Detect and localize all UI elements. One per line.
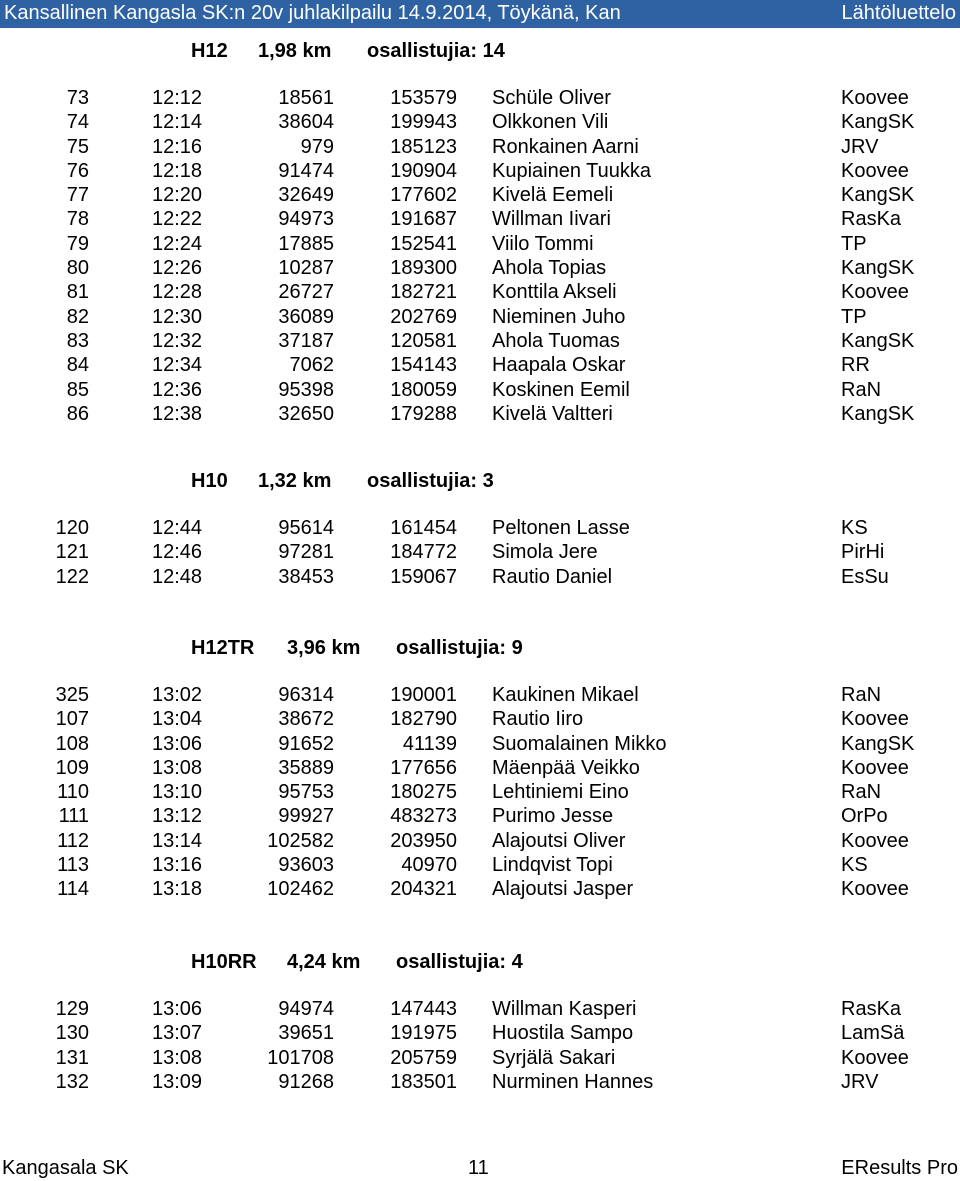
competitor-id: 205759 — [390, 1046, 457, 1069]
start-time: 12:38 — [152, 402, 203, 425]
start-time: 12:12 — [152, 87, 203, 109]
competitor-name: Ronkainen Aarni — [492, 135, 639, 158]
club-name: KangSK — [841, 402, 915, 425]
competitor-id: 177656 — [390, 756, 457, 779]
competitor-name: Ahola Topias — [492, 257, 607, 280]
bib-number: 79 — [66, 232, 89, 255]
competitor-id: 202769 — [390, 305, 457, 328]
competitor-id: 189300 — [390, 257, 457, 280]
table-row — [0, 403, 960, 427]
license-number: 36089 — [278, 305, 334, 328]
license-number: 26727 — [278, 281, 334, 304]
club-name: KS — [841, 854, 868, 877]
class-name: H10RR — [191, 951, 257, 973]
club-name: RR — [841, 354, 870, 377]
license-number: 10287 — [278, 257, 334, 280]
license-number: 32649 — [278, 184, 334, 207]
table-row — [0, 708, 960, 732]
table-row — [0, 208, 960, 232]
club-name: EsSu — [841, 565, 889, 588]
competitor-id: 177602 — [390, 184, 457, 207]
competitor-name: Purimo Jesse — [492, 805, 614, 828]
club-name: KangSK — [841, 111, 915, 134]
bib-number: 73 — [66, 87, 89, 109]
license-number: 38672 — [278, 708, 334, 731]
table-row — [0, 281, 960, 305]
bib-number: 112 — [57, 829, 89, 852]
competitor-id: 161454 — [390, 517, 457, 539]
license-number: 38604 — [278, 111, 334, 134]
bib-number: 325 — [55, 684, 89, 706]
license-number: 102462 — [267, 878, 334, 901]
table-row — [0, 1047, 960, 1071]
start-time: 13:16 — [152, 854, 203, 877]
table-row — [0, 160, 960, 184]
competitor-name: Kupiainen Tuukka — [492, 159, 652, 182]
bib-number: 109 — [55, 756, 89, 779]
competitor-id: 190904 — [390, 159, 457, 182]
bib-number: 83 — [66, 329, 89, 352]
competitor-name: Simola Jere — [492, 541, 598, 564]
organizer: Kangasala SK — [2, 1157, 129, 1179]
start-time: 13:04 — [152, 708, 203, 731]
competitor-id: 180275 — [390, 781, 457, 804]
bib-number: 82 — [66, 305, 89, 328]
participant-count: osallistujia: 4 — [396, 951, 523, 973]
competitor-name: Koskinen Eemil — [492, 378, 630, 401]
competitor-id: 191975 — [390, 1022, 457, 1045]
page-header — [0, 0, 960, 28]
license-number: 37187 — [278, 329, 334, 352]
section-heading — [0, 637, 960, 661]
club-name: Koovee — [841, 829, 909, 852]
license-number: 95614 — [278, 517, 334, 539]
bib-number: 76 — [66, 159, 89, 182]
competitor-name: Syrjälä Sakari — [492, 1046, 616, 1069]
class-section-h12 — [0, 40, 960, 427]
club-name: JRV — [841, 1070, 879, 1093]
table-row — [0, 233, 960, 257]
bib-number: 129 — [55, 998, 89, 1020]
club-name: TP — [841, 232, 867, 255]
start-time: 12:46 — [152, 541, 203, 564]
start-time: 12:44 — [152, 517, 203, 539]
competitor-name: Nurminen Hannes — [492, 1070, 654, 1093]
class-distance: 1,98 km — [258, 40, 332, 62]
license-number: 18561 — [278, 87, 334, 109]
bib-number: 81 — [66, 281, 89, 304]
table-row — [0, 184, 960, 208]
bib-number: 86 — [66, 402, 89, 425]
license-number: 95398 — [278, 378, 334, 401]
license-number: 32650 — [278, 402, 334, 425]
club-name: PirHi — [841, 541, 885, 564]
competitor-id: 184772 — [390, 541, 457, 564]
competitor-name: Rautio Iiro — [492, 708, 584, 731]
competitor-name: Lehtiniemi Eino — [492, 781, 629, 804]
club-name: RaN — [841, 684, 882, 706]
start-time: 12:14 — [152, 111, 203, 134]
class-section-h12tr — [0, 637, 960, 903]
table-row — [0, 257, 960, 281]
club-name: Koovee — [841, 87, 909, 109]
table-row — [0, 684, 960, 708]
club-name: RaN — [841, 378, 882, 401]
competitor-name: Ahola Tuomas — [492, 329, 620, 352]
competitor-name: Mäenpää Veikko — [492, 756, 640, 779]
bib-number: 120 — [55, 517, 89, 539]
bib-number: 108 — [55, 732, 89, 755]
start-list — [0, 998, 960, 1095]
competitor-id: 154143 — [390, 354, 457, 377]
competitor-name: Nieminen Juho — [492, 305, 626, 328]
competitor-id: 203950 — [390, 829, 457, 852]
start-time: 13:02 — [152, 684, 203, 706]
bib-number: 84 — [66, 354, 89, 377]
start-time: 13:08 — [152, 1046, 203, 1069]
competitor-name: Kaukinen Mikael — [492, 684, 639, 706]
table-row — [0, 517, 960, 541]
competitor-name: Lindqvist Topi — [492, 854, 613, 877]
license-number: 101708 — [267, 1046, 334, 1069]
start-time: 13:07 — [152, 1022, 203, 1045]
club-name: Koovee — [841, 878, 909, 901]
competitor-name: Peltonen Lasse — [492, 517, 630, 539]
competitor-id: 41139 — [402, 732, 457, 755]
license-number: 102582 — [267, 829, 334, 852]
competitor-name: Haapala Oskar — [492, 354, 626, 377]
club-name: RaN — [841, 781, 882, 804]
start-time: 13:06 — [152, 732, 203, 755]
page-footer — [0, 1157, 960, 1181]
license-number: 17885 — [278, 232, 334, 255]
competitor-id: 147443 — [390, 998, 457, 1020]
club-name: KangSK — [841, 257, 915, 280]
table-row — [0, 136, 960, 160]
license-number: 94974 — [278, 998, 334, 1020]
class-distance: 3,96 km — [287, 637, 361, 659]
start-time: 12:36 — [152, 378, 203, 401]
license-number: 39651 — [278, 1022, 334, 1045]
table-row — [0, 111, 960, 135]
license-number: 38453 — [278, 565, 334, 588]
bib-number: 85 — [66, 378, 89, 401]
competitor-id: 182790 — [390, 708, 457, 731]
section-heading — [0, 470, 960, 494]
club-name: Koovee — [841, 708, 909, 731]
table-row — [0, 541, 960, 565]
class-section-h10 — [0, 470, 960, 590]
bib-number: 114 — [57, 878, 89, 901]
start-time: 13:10 — [152, 781, 203, 804]
competitor-id: 180059 — [390, 378, 457, 401]
class-distance: 1,32 km — [258, 470, 332, 492]
club-name: OrPo — [841, 805, 888, 828]
start-time: 13:18 — [152, 878, 203, 901]
start-time: 12:48 — [152, 565, 203, 588]
competitor-name: Alajoutsi Oliver — [492, 829, 626, 852]
competitor-name: Konttila Akseli — [492, 281, 617, 304]
start-time: 12:18 — [152, 159, 203, 182]
competitor-name: Kivelä Eemeli — [492, 184, 614, 207]
license-number: 35889 — [278, 756, 334, 779]
table-row — [0, 757, 960, 781]
competitor-id: 183501 — [390, 1070, 457, 1093]
club-name: KangSK — [841, 732, 915, 755]
competitor-id: 199943 — [390, 111, 457, 134]
table-row — [0, 878, 960, 902]
table-row — [0, 733, 960, 757]
bib-number: 132 — [55, 1070, 89, 1093]
table-row — [0, 830, 960, 854]
license-number: 93603 — [278, 854, 334, 877]
section-heading — [0, 40, 960, 64]
participant-count: osallistujia: 9 — [396, 637, 523, 659]
license-number: 91474 — [278, 159, 334, 182]
table-row — [0, 781, 960, 805]
table-row — [0, 306, 960, 330]
license-number: 96314 — [278, 684, 334, 706]
start-time: 12:34 — [152, 354, 203, 377]
start-list — [0, 684, 960, 903]
start-time: 13:06 — [152, 998, 203, 1020]
start-time: 12:20 — [152, 184, 203, 207]
class-name: H12TR — [191, 637, 255, 659]
table-row — [0, 330, 960, 354]
club-name: KangSK — [841, 329, 915, 352]
section-heading — [0, 951, 960, 975]
table-row — [0, 1071, 960, 1095]
competitor-name: Viilo Tommi — [492, 232, 594, 255]
start-time: 12:32 — [152, 329, 203, 352]
participant-count: osallistujia: 3 — [367, 470, 494, 492]
start-time: 12:16 — [152, 135, 203, 158]
bib-number: 77 — [66, 184, 89, 207]
document-type: Lähtöluettelo — [841, 2, 956, 24]
start-time: 12:22 — [152, 208, 203, 231]
bib-number: 107 — [55, 708, 89, 731]
start-time: 13:08 — [152, 756, 203, 779]
competitor-id: 153579 — [390, 87, 457, 109]
bib-number: 80 — [66, 257, 89, 280]
bib-number: 111 — [58, 805, 89, 828]
license-number: 99927 — [278, 805, 334, 828]
table-row — [0, 854, 960, 878]
competitor-id: 483273 — [390, 805, 457, 828]
event-title: Kansallinen Kangasla SK:n 20v juhlakilpailu 14.9.2014, Töykänä, Kan — [4, 2, 621, 24]
club-name: RasKa — [841, 998, 902, 1020]
competitor-name: Schüle Oliver — [492, 87, 611, 109]
bib-number: 113 — [57, 854, 89, 877]
license-number: 95753 — [278, 781, 334, 804]
competitor-name: Huostila Sampo — [492, 1022, 634, 1045]
club-name: Koovee — [841, 281, 909, 304]
start-time: 12:26 — [152, 257, 203, 280]
page-number: 11 — [468, 1157, 489, 1179]
class-name: H10 — [191, 470, 228, 492]
competitor-id: 159067 — [390, 565, 457, 588]
club-name: JRV — [841, 135, 879, 158]
software-name: EResults Pro — [841, 1157, 958, 1179]
license-number: 91652 — [278, 732, 334, 755]
competitor-name: Suomalainen Mikko — [492, 732, 667, 755]
start-time: 13:14 — [152, 829, 203, 852]
competitor-name: Kivelä Valtteri — [492, 402, 613, 425]
bib-number: 74 — [66, 111, 89, 134]
license-number: 97281 — [278, 541, 334, 564]
club-name: KS — [841, 517, 868, 539]
competitor-id: 182721 — [390, 281, 457, 304]
bib-number: 78 — [66, 208, 89, 231]
bib-number: 131 — [55, 1046, 89, 1069]
start-time: 12:30 — [152, 305, 203, 328]
competitor-id: 120581 — [390, 329, 457, 352]
start-time: 13:09 — [152, 1070, 203, 1093]
start-time: 12:24 — [152, 232, 203, 255]
bib-number: 130 — [55, 1022, 89, 1045]
club-name: KangSK — [841, 184, 915, 207]
license-number: 7062 — [289, 354, 334, 377]
table-row — [0, 998, 960, 1022]
competitor-id: 185123 — [390, 135, 457, 158]
table-row — [0, 354, 960, 378]
participant-count: osallistujia: 14 — [367, 40, 505, 62]
license-number: 94973 — [278, 208, 334, 231]
club-name: Koovee — [841, 159, 909, 182]
competitor-name: Alajoutsi Jasper — [492, 878, 634, 901]
class-name: H12 — [191, 40, 228, 62]
competitor-id: 152541 — [390, 232, 457, 255]
start-time: 12:28 — [152, 281, 203, 304]
license-number: 979 — [300, 135, 334, 158]
club-name: Koovee — [841, 756, 909, 779]
class-distance: 4,24 km — [287, 951, 361, 973]
start-list — [0, 517, 960, 590]
competitor-name: Rautio Daniel — [492, 565, 613, 588]
competitor-id: 204321 — [390, 878, 457, 901]
table-row — [0, 566, 960, 590]
competitor-id: 190001 — [390, 684, 457, 706]
table-row — [0, 379, 960, 403]
class-section-h10rr — [0, 951, 960, 1095]
bib-number: 121 — [55, 541, 89, 564]
club-name: RasKa — [841, 208, 902, 231]
competitor-name: Olkkonen Vili — [492, 111, 609, 134]
competitor-name: Willman Iivari — [492, 208, 611, 231]
license-number: 91268 — [278, 1070, 334, 1093]
bib-number: 110 — [57, 781, 89, 804]
bib-number: 122 — [55, 565, 89, 588]
competitor-id: 40970 — [401, 854, 457, 877]
table-row — [0, 87, 960, 111]
competitor-id: 179288 — [390, 402, 457, 425]
bib-number: 75 — [66, 135, 89, 158]
competitor-name: Willman Kasperi — [492, 998, 637, 1020]
club-name: Koovee — [841, 1046, 909, 1069]
club-name: TP — [841, 305, 867, 328]
club-name: LamSä — [841, 1022, 905, 1045]
table-row — [0, 1022, 960, 1046]
competitor-id: 191687 — [390, 208, 457, 231]
start-time: 13:12 — [152, 805, 203, 828]
start-list — [0, 87, 960, 427]
table-row — [0, 805, 960, 829]
